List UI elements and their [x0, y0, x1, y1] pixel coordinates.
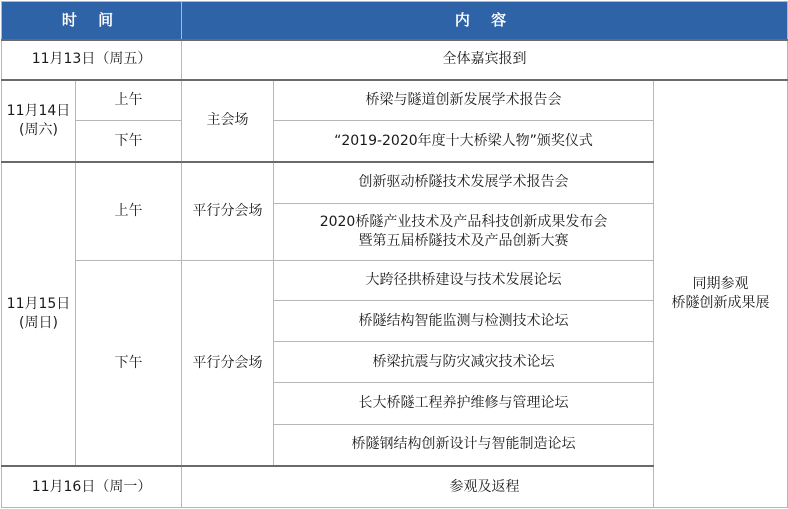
date-nov13: 11月13日（周五）: [2, 40, 182, 80]
row-nov14-am: [2, 80, 788, 121]
date-nov16: 11月16日（周一）: [2, 466, 182, 507]
nov14-pm-label: 下午: [76, 121, 182, 162]
content-nov13: 全体嘉宾报到: [182, 40, 788, 80]
header-content: 内 容: [182, 2, 788, 40]
side-note-line2: 桥隧创新成果展: [671, 294, 770, 311]
nov15-am-event-2-line1: 2020桥隧产业技术及产品科技创新成果发布会: [319, 213, 608, 230]
schedule-table: [1, 1, 788, 508]
nov15-am-label: 上午: [76, 162, 182, 260]
nov14-venue: 主会场: [182, 80, 274, 162]
nov15-pm-event-2: 桥隧结构智能监测与检测技术论坛: [274, 301, 654, 342]
nov15-pm-event-4: 长大桥隧工程养护维修与管理论坛: [274, 383, 654, 424]
nov15-pm-label: 下午: [76, 260, 182, 466]
nov15-am-event-2-line2: 暨第五届桥隧技术及产品创新大赛: [358, 232, 569, 249]
nov15-pm-venue: 平行分会场: [182, 260, 274, 466]
date-nov15-day: 11月15日: [6, 296, 71, 313]
nov14-pm-event: “2019-2020年度十大桥梁人物”颁奖仪式: [274, 121, 654, 162]
nov15-am-venue: 平行分会场: [182, 162, 274, 260]
date-nov14-weekday: (周六): [19, 121, 58, 138]
nov14-am-label: 上午: [76, 80, 182, 121]
date-nov14-day: 11月14日: [6, 102, 71, 119]
date-nov15-weekday: (周日): [19, 315, 58, 332]
side-note-line1: 同期参观: [692, 275, 749, 292]
nov15-am-event-2: [274, 203, 654, 260]
side-note-cell: [654, 80, 788, 508]
date-nov15: [2, 162, 76, 466]
header-time: 时 间: [2, 2, 182, 40]
nov15-pm-event-3: 桥梁抗震与防灾减灾技术论坛: [274, 342, 654, 383]
date-nov14: [2, 80, 76, 162]
nov15-pm-event-5: 桥隧钢结构创新设计与智能制造论坛: [274, 424, 654, 466]
nov15-am-event-1: 创新驱动桥隧技术发展学术报告会: [274, 162, 654, 203]
nov15-pm-event-1: 大跨径拱桥建设与技术发展论坛: [274, 260, 654, 300]
row-nov16: [2, 466, 788, 507]
row-nov13: [2, 40, 788, 80]
header-row: [2, 2, 788, 40]
content-nov16: 参观及返程: [182, 466, 788, 507]
nov14-am-event: 桥梁与隧道创新发展学术报告会: [274, 80, 654, 121]
